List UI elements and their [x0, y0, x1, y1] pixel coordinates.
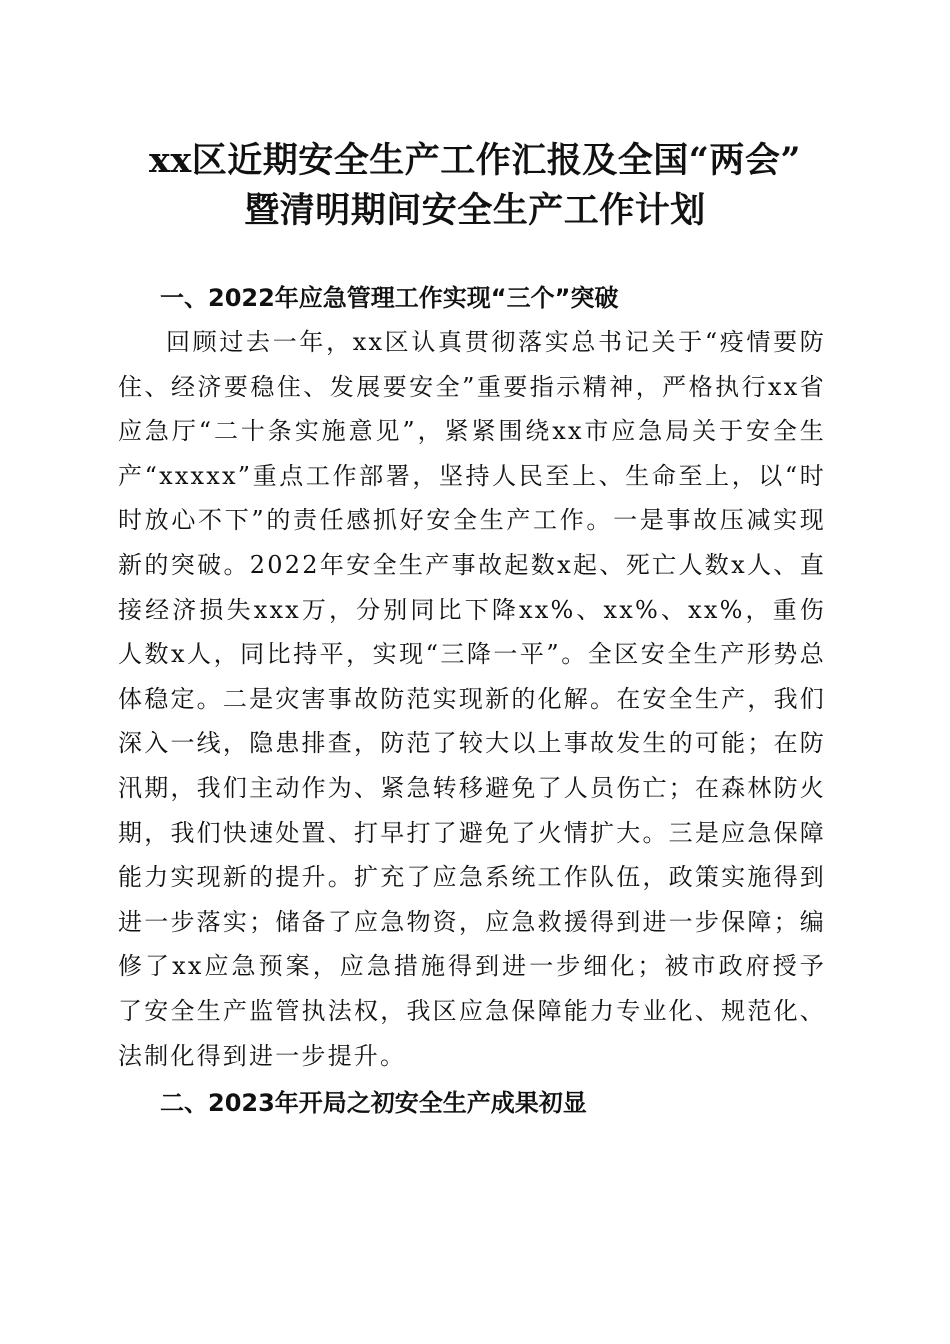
section-1-heading: 一、2022年应急管理工作实现“三个”突破	[160, 284, 619, 312]
section-2-heading: 二、2023年开局之初安全生产成果初显	[160, 1089, 587, 1117]
section-1-paragraph: 回顾过去一年，xx区认真贯彻落实总书记关于“疫情要防住、经济要稳住、发展要安全”重要指示精神，严格执行xx省应急厅“二十条实施意见”，紧紧围绕xx市应急局关于安全生产“xxxxx”重点工作部署，坚持人民至上、生命至上，以“时时放心不下”的责任感抓好安全生产工作。一是事故压减实现新的突破。2022年安全生产事故起数x起、死亡人数x人、直接经济损失xxx万，分别同比下降xx%、xx%、xx%，重伤人数x人，同比持平，实现“三降一平”。全区安全生产形势总体稳定。二是灾害事故防范实现新的化解。在安全生产，我们深入一线，隐患排查，防范了较大以上事故发生的可能；在防汛期，我们主动作为、紧急转移避免了人员伤亡；在森林防火期，我们快速处置、打早打了避免了火情扩大。三是应急保障能力实现新的提升。扩充了应急系统工作队伍，政策实施得到进一步落实；储备了应急物资，应急救援得到进一步保障；编修了xx应急预案，应急措施得到进一步细化；被市政府授予了安全生产监管执法权，我区应急保障能力专业化、规范化、法制化得到进一步提升。	[118, 328, 826, 1070]
document-title	[80, 136, 870, 236]
title-line-1: xx区近期安全生产工作汇报及全国“两会”	[149, 140, 801, 181]
title-line-2: 暨清明期间安全生产工作计划	[244, 190, 706, 231]
